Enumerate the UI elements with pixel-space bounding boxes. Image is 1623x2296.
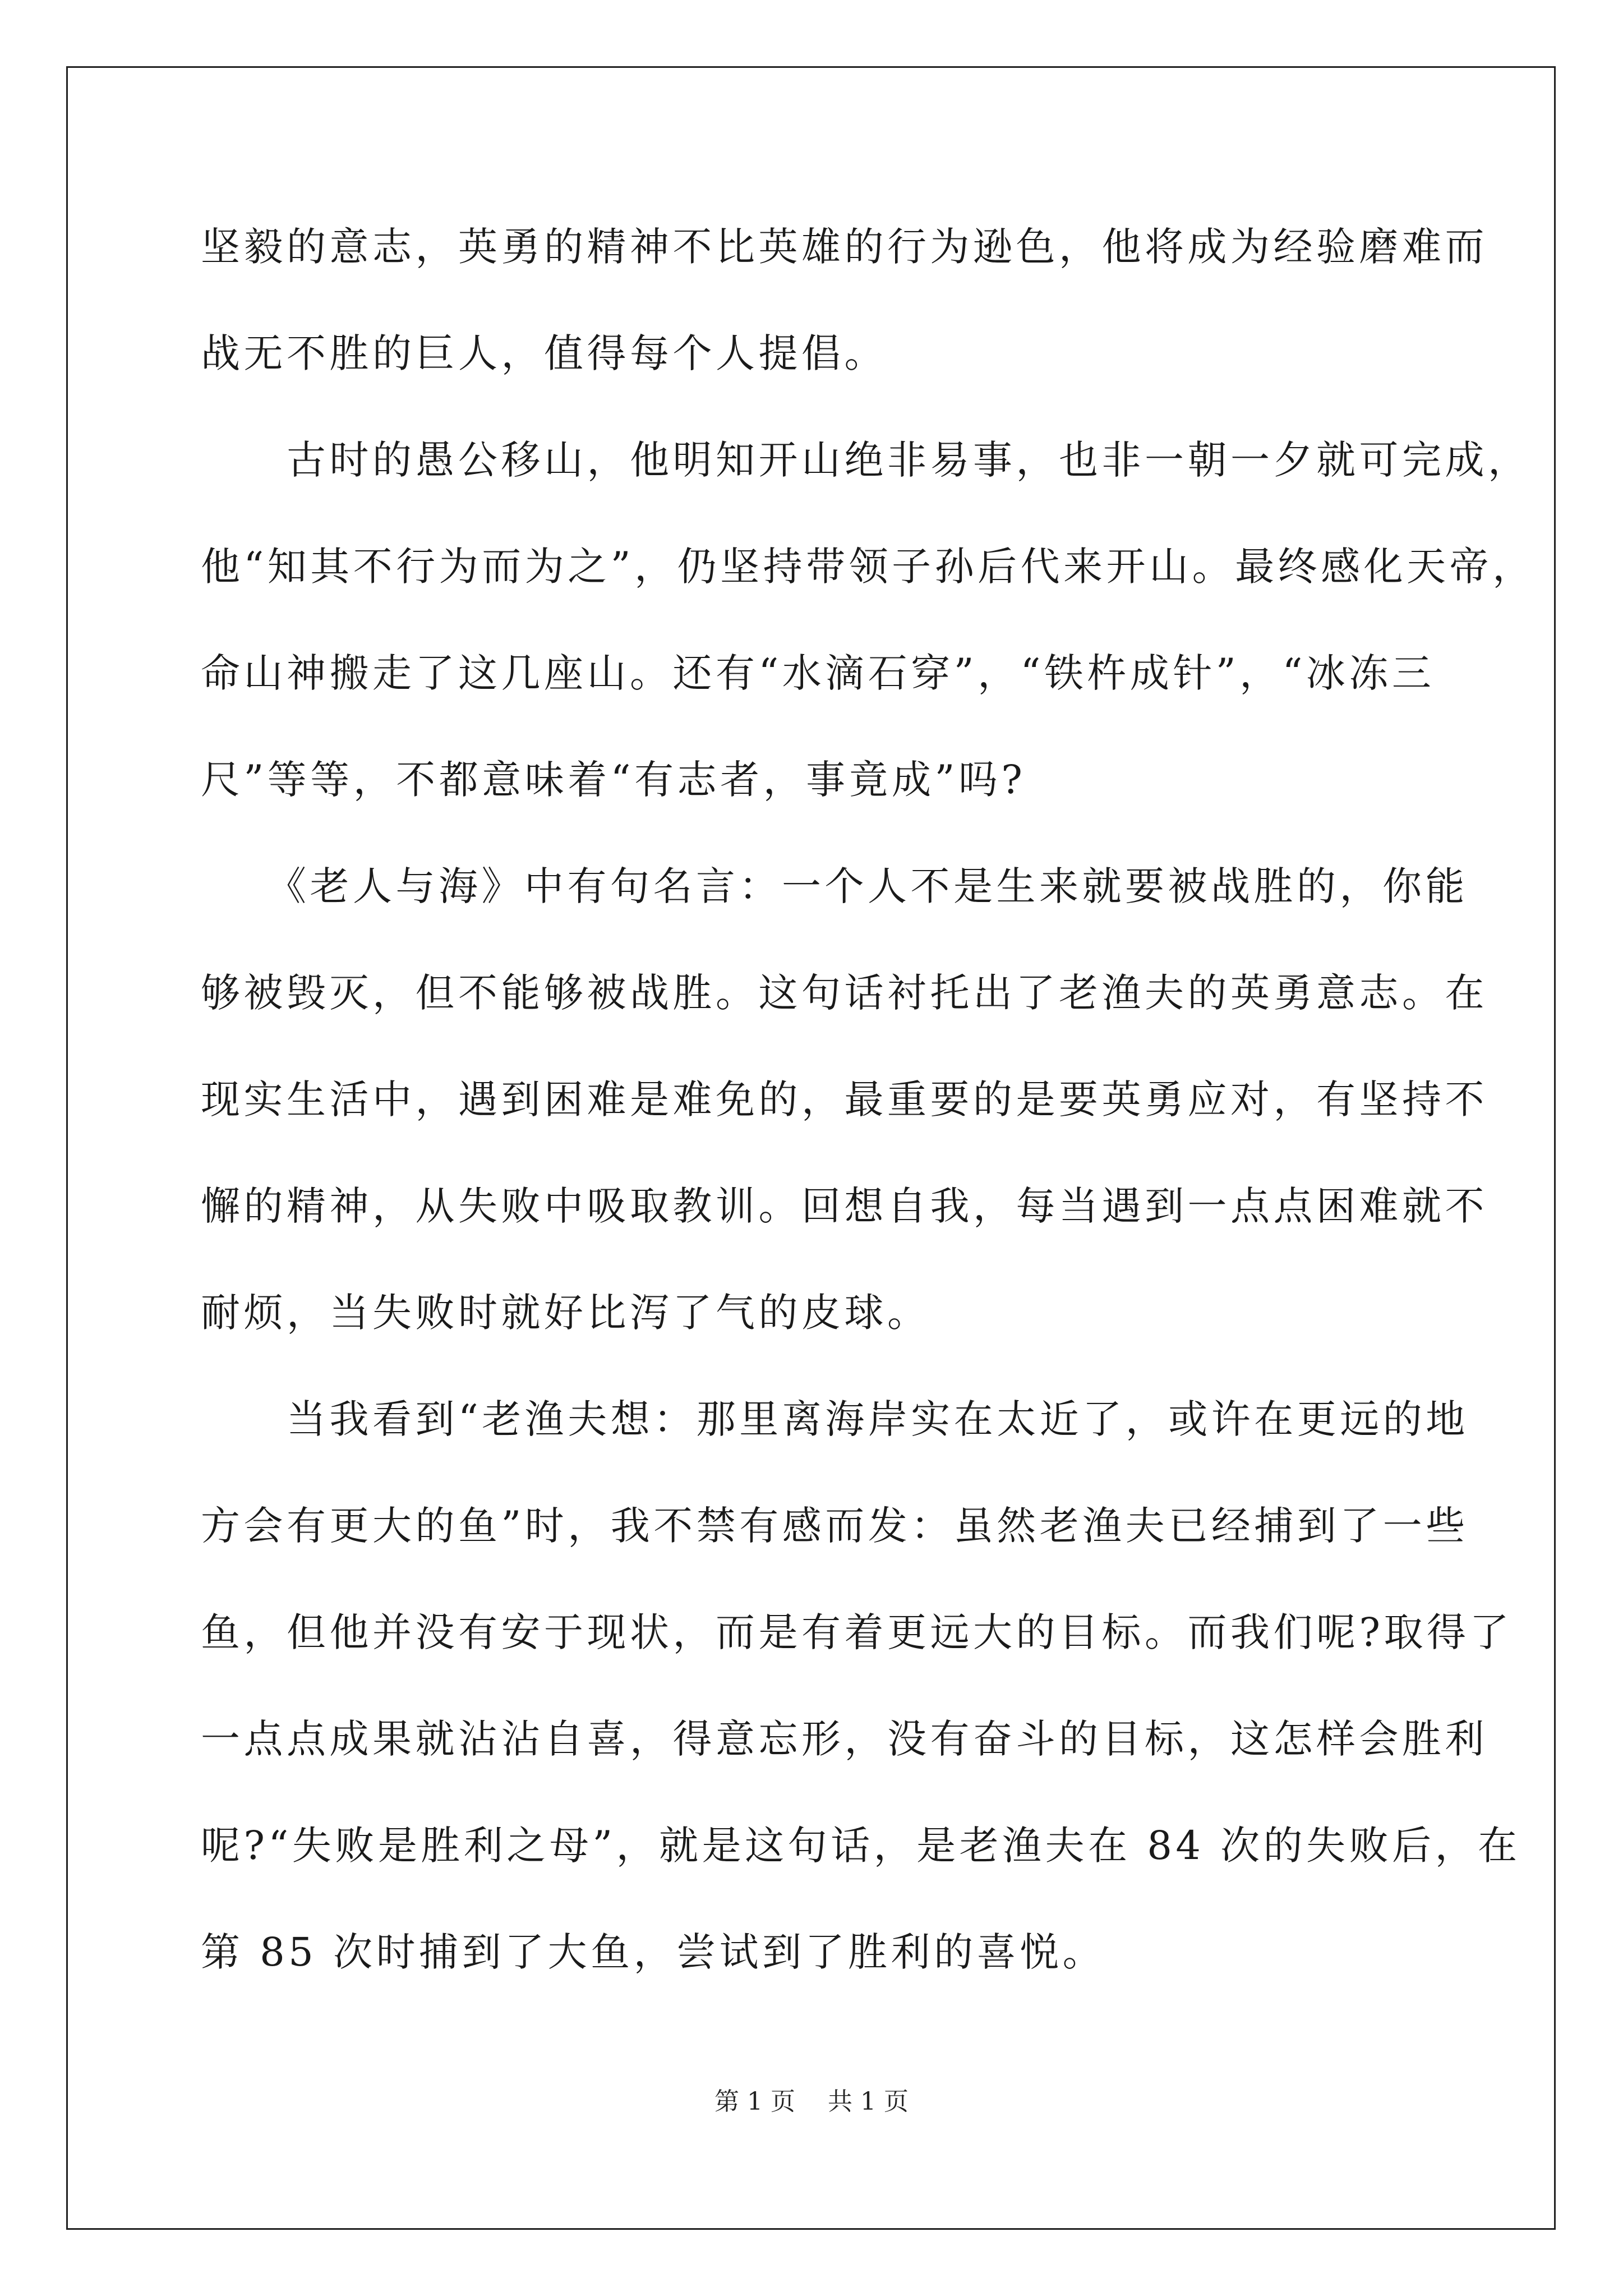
text-line: 当我看到“老渔夫想：那里离海岸实在太近了，或许在更远的地 — [201, 1396, 1469, 1442]
page-number-footer: 第 1 页 共 1 页 — [714, 2087, 909, 2116]
text-line: 方会有更大的鱼”时，我不禁有感而发：虽然老渔夫已经捕到了一些 — [201, 1503, 1469, 1549]
text-line: 尺”等等，不都意味着“有志者，事竟成”吗? — [201, 757, 1026, 803]
text-line: 《老人与海》中有句名言：一个人不是生来就要被战胜的，你能 — [201, 863, 1468, 909]
text-line: 战无不胜的巨人，值得每个人提倡。 — [201, 330, 887, 376]
text-line: 懈的精神，从失败中吸取教训。回想自我，每当遇到一点点困难就不 — [201, 1183, 1488, 1229]
document-body — [201, 220, 1536, 2032]
text-line: 鱼，但他并没有安于现状，而是有着更远大的目标。而我们呢?取得了 — [201, 1609, 1513, 1655]
text-line: 第 85 次时捕到了大鱼，尝试到了胜利的喜悦。 — [201, 1929, 1106, 1975]
text-line: 命山神搬走了这几座山。还有“水滴石穿”，“铁杵成针”，“冰冻三 — [201, 650, 1435, 696]
text-line: 他“知其不行为而为之”，仍坚持带领子孙后代来开山。最终感化天帝， — [201, 544, 1536, 590]
text-line: 坚毅的意志，英勇的精神不比英雄的行为逊色，他将成为经验磨难而 — [201, 224, 1488, 270]
text-line: 呢?“失败是胜利之母”，就是这句话，是老渔夫在 84 次的失败后，在 — [201, 1823, 1521, 1869]
text-line: 古时的愚公移山，他明知开山绝非易事，也非一朝一夕就可完成， — [201, 437, 1531, 483]
text-line: 够被毁灭，但不能够被战胜。这句话衬托出了老渔夫的英勇意志。在 — [201, 970, 1488, 1016]
text-line: 一点点成果就沾沾自喜，得意忘形，没有奋斗的目标，这怎样会胜利 — [201, 1716, 1488, 1762]
text-line: 耐烦，当失败时就好比泻了气的皮球。 — [201, 1290, 930, 1336]
text-line: 现实生活中，遇到困难是难免的，最重要的是要英勇应对，有坚持不 — [201, 1076, 1488, 1122]
